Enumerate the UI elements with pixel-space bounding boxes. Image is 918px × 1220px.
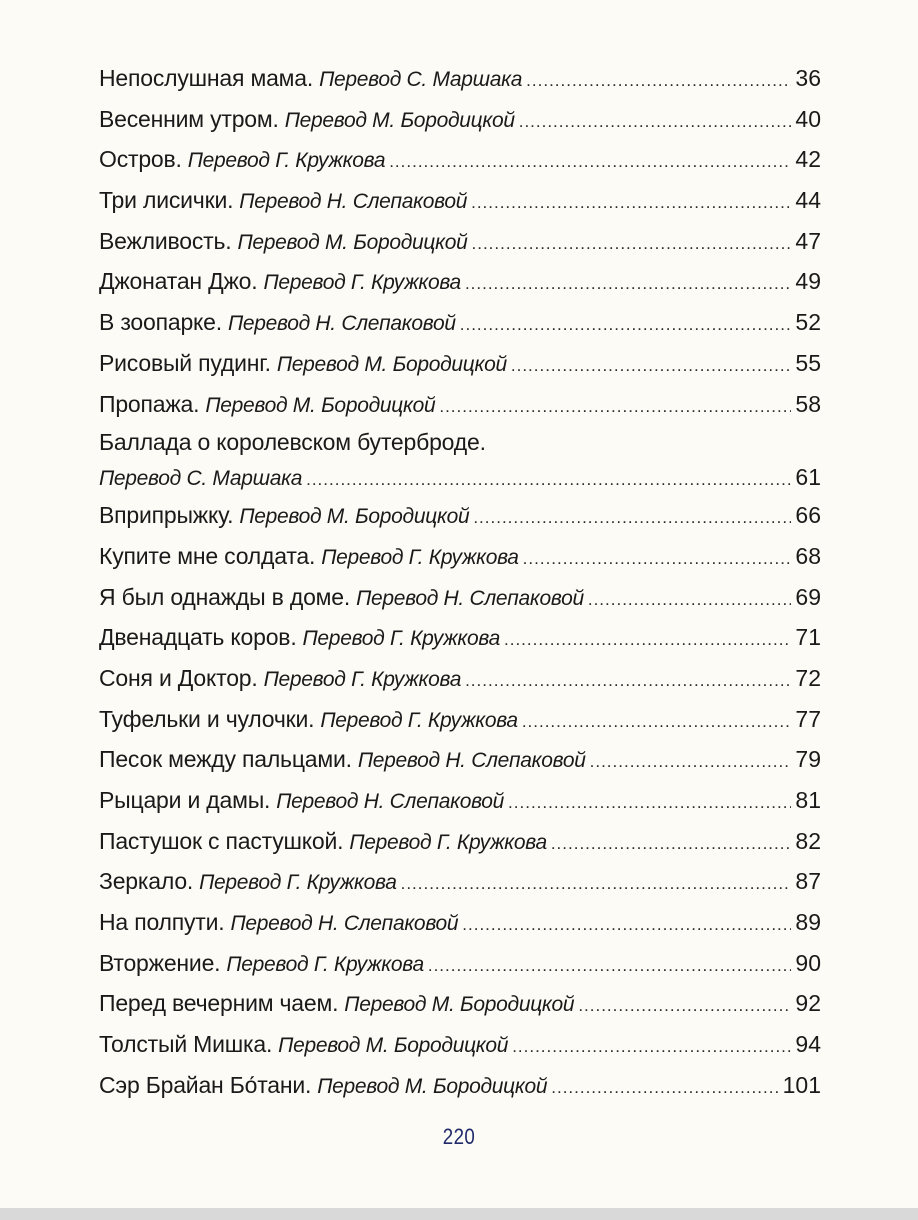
toc-entry-translator: Перевод Н. Слепаковой: [227, 312, 456, 336]
toc-entry-translator: Перевод Н. Слепаковой: [239, 190, 468, 214]
toc-entry: [99, 384, 821, 425]
toc-entry-translator: Перевод Г. Кружкова: [320, 708, 518, 732]
toc-entry-translator: Перевод Н. Слепаковой: [276, 790, 505, 813]
toc-entry-translator: Перевод М. Бородицкой: [205, 393, 436, 417]
toc-entry-title: Три лисички.: [99, 187, 234, 214]
toc-entry: [99, 1065, 821, 1106]
dot-leader: [428, 946, 792, 987]
toc-entry-title: Сэр Брайан Бо́тани.: [99, 1071, 312, 1098]
dot-leader: [306, 462, 791, 497]
dot-leader: [439, 387, 791, 428]
dot-leader: [460, 305, 792, 346]
toc-entry-translator: Перевод Н. Слепаковой: [356, 586, 584, 610]
toc-entry: [99, 780, 821, 821]
toc-entry-page: 49: [795, 268, 821, 295]
toc-entry-title: Туфельки и чулочки.: [99, 705, 315, 732]
toc-entry: [99, 180, 821, 221]
page-number: 220: [442, 1124, 476, 1149]
toc-entry: [99, 221, 821, 262]
toc-entry: [99, 861, 821, 902]
toc-entry-page: 42: [795, 146, 821, 173]
toc-entry: [99, 261, 821, 302]
toc-entry-page: 81: [795, 787, 821, 813]
toc-entry: [99, 983, 821, 1024]
toc-entry-page: 87: [795, 868, 821, 895]
dot-leader: [512, 1027, 791, 1068]
toc-entry-page: 36: [795, 65, 821, 91]
toc-entry-title: Рыцари и дамы.: [99, 787, 271, 813]
dot-leader: [551, 1068, 778, 1109]
toc-entry-title: В зоопарке.: [99, 309, 222, 336]
toc-entry-translator: Перевод М. Бородицкой: [276, 352, 507, 376]
toc-entry: [99, 58, 821, 99]
toc-entry-page: 40: [795, 105, 821, 132]
toc-entry-page: 69: [795, 583, 821, 610]
toc-entry-translator: Перевод Г. Кружкова: [302, 627, 500, 651]
toc-entry-translator: Перевод Н. Слепаковой: [357, 749, 586, 773]
dot-leader: [590, 742, 792, 783]
toc-entry-title: Толстый Мишка.: [99, 1031, 273, 1058]
toc-entry-title: Соня и Доктор.: [99, 664, 258, 691]
toc-entry-title: Весенним утром.: [99, 105, 279, 132]
page-edge: [0, 1208, 918, 1220]
toc-entry-page: 66: [795, 502, 821, 529]
toc-entry: [99, 943, 821, 984]
toc-entry-page: 92: [795, 990, 821, 1017]
toc-entry-page: 55: [795, 349, 821, 376]
toc-entry-title: Перед вечерним чаем.: [99, 990, 339, 1017]
toc-entry: [99, 139, 821, 180]
toc-entry: [99, 302, 821, 343]
toc-entry-title: На полпути.: [99, 909, 225, 936]
dot-leader: [588, 580, 792, 621]
toc-entry-title: Зеркало.: [99, 868, 194, 895]
toc-entry-page: 71: [795, 624, 821, 651]
dot-leader: [508, 783, 791, 824]
toc-entry: [99, 658, 821, 699]
dot-leader: [526, 61, 791, 102]
toc-entry-translator: Перевод М. Бородицкой: [317, 1074, 548, 1098]
toc-entry-translator: Перевод Г. Кружкова: [349, 830, 547, 854]
toc-entry: [99, 99, 821, 140]
toc-entry-translator: Перевод Г. Кружкова: [321, 545, 519, 569]
toc-entry: [99, 902, 821, 943]
toc-entry-title: Рисовый пудинг.: [99, 349, 271, 376]
toc-entry-translator: Перевод М. Бородицкой: [344, 993, 575, 1017]
dot-leader: [473, 498, 791, 539]
toc-entry-page: 101: [782, 1071, 821, 1098]
dot-leader: [511, 346, 792, 387]
toc-entry-page: 68: [795, 542, 821, 569]
toc-entry-page: 89: [795, 909, 821, 936]
toc-entry: [99, 424, 821, 495]
toc-entry-page: 61: [795, 464, 821, 491]
toc-entry: [99, 577, 821, 618]
toc-entry-page: 58: [795, 390, 821, 417]
toc-entry-translator: Перевод М. Бородицкой: [278, 1034, 509, 1058]
toc-entry-page: 82: [795, 827, 821, 854]
toc-entry-translator: Перевод Г. Кружкова: [199, 871, 397, 895]
toc-entry-translator: Перевод Г. Кружкова: [263, 271, 461, 295]
toc-entry: [99, 821, 821, 862]
toc-entry-translator: Перевод Н. Слепаковой: [230, 912, 459, 936]
dot-leader: [504, 620, 791, 661]
toc-entry-title: Купите мне солдата.: [99, 542, 316, 569]
toc-entry-title: Баллада о королевском бутерброде.: [99, 429, 486, 456]
toc-entry-title: Вторжение.: [99, 949, 221, 976]
dot-leader: [462, 905, 791, 946]
toc-entry-title: Я был однажды в доме.: [99, 583, 351, 610]
dot-leader: [551, 824, 792, 865]
dot-leader: [578, 986, 791, 1027]
toc-entry-second-line: [99, 460, 821, 495]
toc-entry-title: Остров.: [99, 146, 182, 173]
toc-entry: [99, 617, 821, 658]
toc-entry-translator: Перевод С. Маршака: [99, 467, 303, 491]
dot-leader: [389, 142, 791, 183]
toc-entry-translator: Перевод Г. Кружкова: [263, 667, 462, 691]
toc-entry-page: 72: [795, 664, 821, 691]
toc-entry-title: Пастушок с пастушкой.: [99, 827, 344, 854]
toc-entry-title: Песок между пальцами.: [99, 746, 352, 773]
toc-entry-translator: Перевод М. Бородицкой: [239, 505, 470, 529]
toc-entry-page: 90: [795, 949, 821, 976]
dot-leader: [465, 661, 791, 702]
toc-entry-title: Пропажа.: [99, 390, 200, 417]
toc-entry: [99, 1024, 821, 1065]
dot-leader: [401, 864, 792, 905]
toc-entry: [99, 343, 821, 384]
toc-entry-translator: Перевод М. Бородицкой: [237, 230, 468, 254]
toc-entry-title: Вприпрыжку.: [99, 502, 234, 529]
toc-entry: [99, 495, 821, 536]
dot-leader: [522, 702, 792, 743]
toc-entry-title: Джонатан Джо.: [99, 268, 258, 295]
toc-entry-translator: Перевод Г. Кружкова: [187, 149, 386, 173]
toc-entry-translator: Перевод С. Маршака: [319, 68, 523, 91]
toc-entry-translator: Перевод М. Бородицкой: [284, 108, 515, 132]
dot-leader: [465, 264, 791, 305]
toc-entry-translator: Перевод Г. Кружкова: [226, 952, 424, 976]
toc-entry-title: Вежливость.: [99, 227, 232, 254]
dot-leader: [472, 224, 792, 265]
toc-entry-title: Двенадцать коров.: [99, 624, 297, 651]
table-of-contents: [99, 58, 821, 1106]
dot-leader: [519, 102, 792, 143]
dot-leader: [471, 183, 791, 224]
toc-entry: [99, 739, 821, 780]
toc-entry-page: 44: [795, 187, 821, 214]
toc-entry-page: 77: [795, 705, 821, 732]
toc-entry-page: 94: [795, 1031, 821, 1058]
dot-leader: [523, 539, 792, 580]
toc-entry-title: Непослушная мама.: [99, 65, 314, 91]
toc-entry: [99, 699, 821, 740]
toc-entry-page: 79: [795, 746, 821, 773]
toc-entry-page: 52: [795, 309, 821, 336]
toc-entry: [99, 536, 821, 577]
toc-entry-page: 47: [795, 227, 821, 254]
